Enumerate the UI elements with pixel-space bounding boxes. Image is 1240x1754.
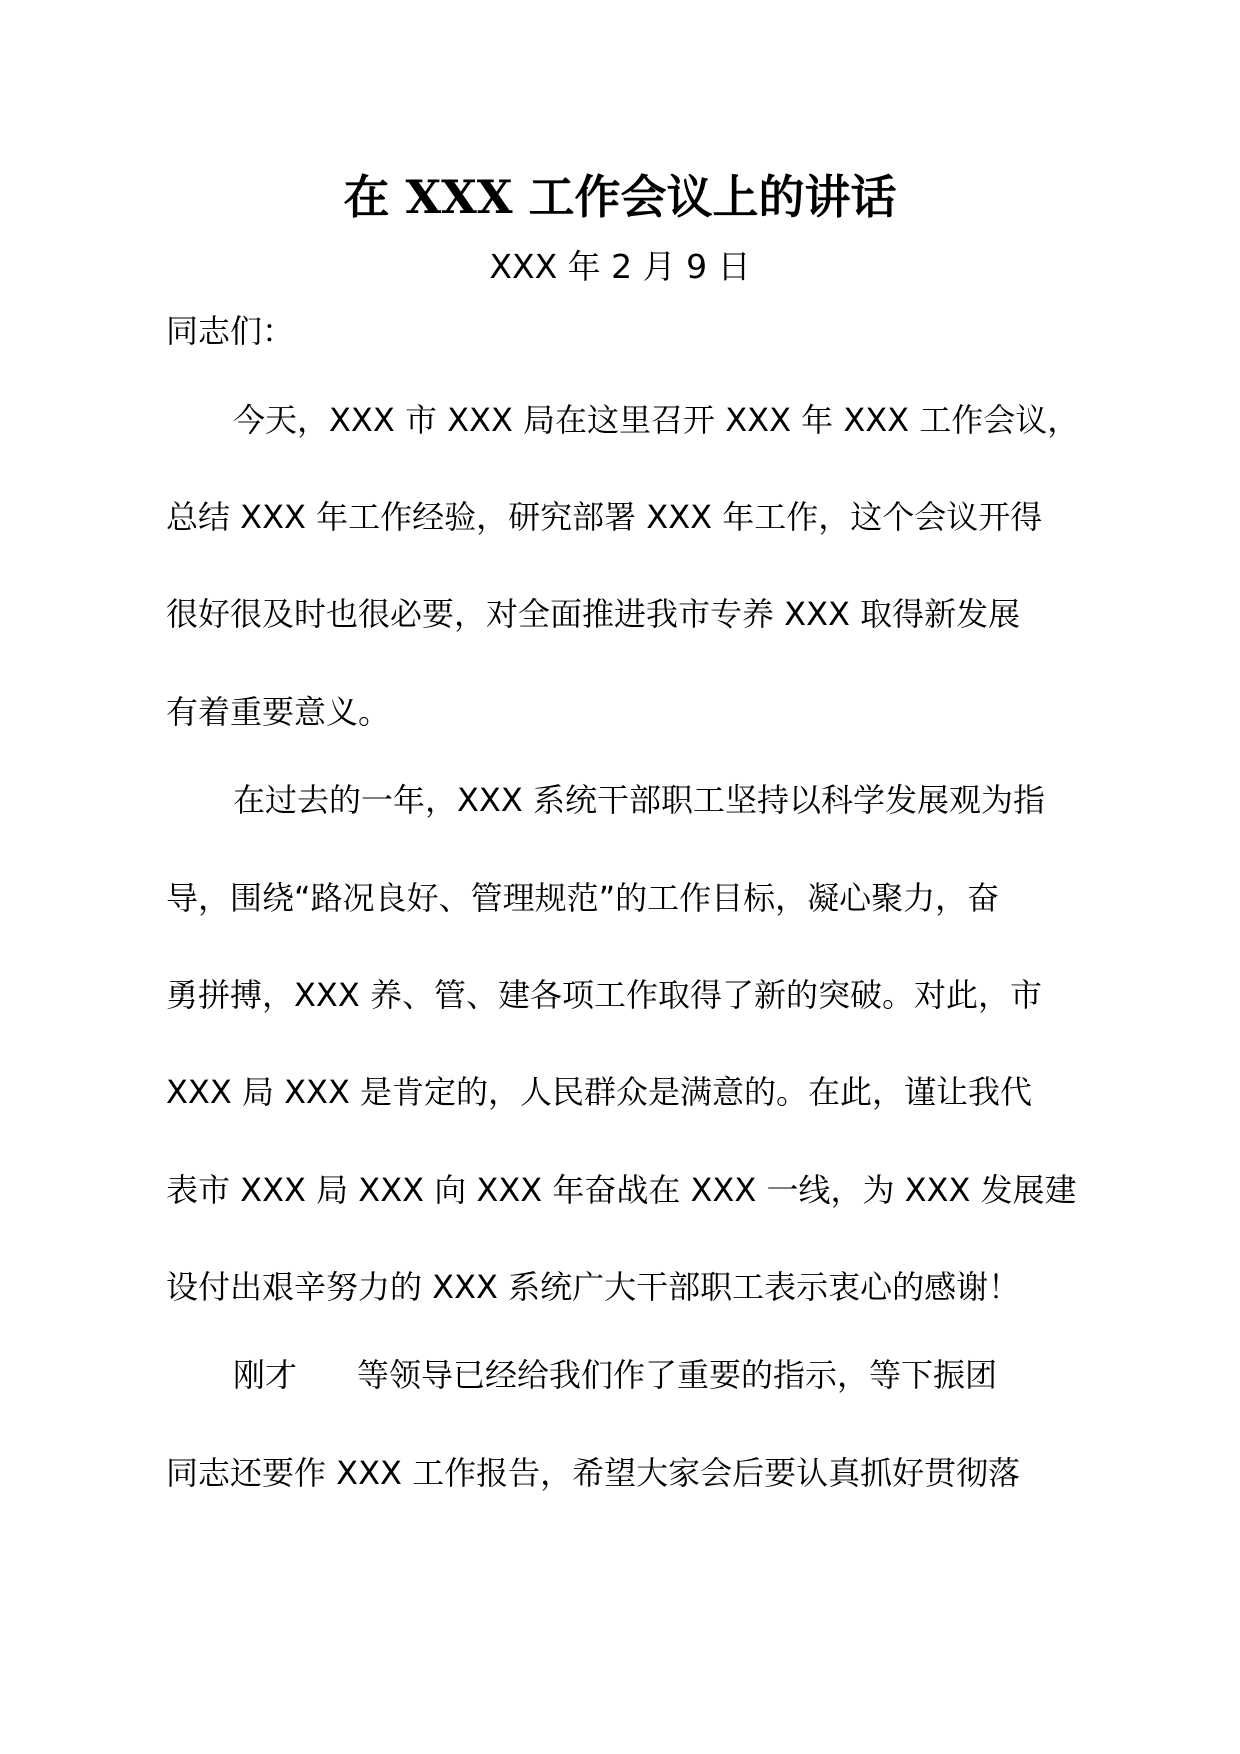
paragraph-line-end: 等领导已经给我们作了重要的指示，等下振团 xyxy=(357,1356,998,1394)
paragraph-line: 有着重要意义。 xyxy=(166,693,391,731)
salutation: 同志们： xyxy=(166,312,295,350)
paragraph-line-start: 刚才 xyxy=(233,1356,298,1394)
paragraph-line: XXX 局 XXX 是肯定的，人民群众是满意的。在此，谨让我代 xyxy=(166,1073,1033,1111)
paragraph-line: 导，围绕“路况良好、管理规范”的工作目标，凝心聚力，奋 xyxy=(166,879,1000,917)
paragraph-line: 表市 XXX 局 XXX 向 XXX 年奋战在 XXX 一线，为 XXX 发展建 xyxy=(166,1171,1077,1209)
paragraph-line: 今天，XXX 市 XXX 局在这里召开 XXX 年 XXX 工作会议， xyxy=(233,401,1080,439)
document-date: XXX 年 2 月 9 日 xyxy=(489,247,751,286)
paragraph-line: 同志还要作 XXX 工作报告，希望大家会后要认真抓好贯彻落 xyxy=(166,1454,1021,1492)
paragraph-line: 很好很及时也很必要，对全面推进我市专养 XXX 取得新发展 xyxy=(166,595,1021,633)
paragraph-line: 总结 XXX 年工作经验，研究部署 XXX 年工作，这个会议开得 xyxy=(166,498,1043,536)
paragraph-line: 勇拼搏，XXX 养、管、建各项工作取得了新的突破。对此，市 xyxy=(166,976,1042,1014)
paragraph-line: 在过去的一年，XXX 系统干部职工坚持以科学发展观为指 xyxy=(233,781,1045,819)
document-title: 在 XXX 工作会议上的讲话 xyxy=(343,170,897,224)
paragraph-line xyxy=(233,1351,1086,1399)
paragraph-line: 设付出艰辛努力的 XXX 系统广大干部职工表示衷心的感谢！ xyxy=(166,1268,1021,1306)
